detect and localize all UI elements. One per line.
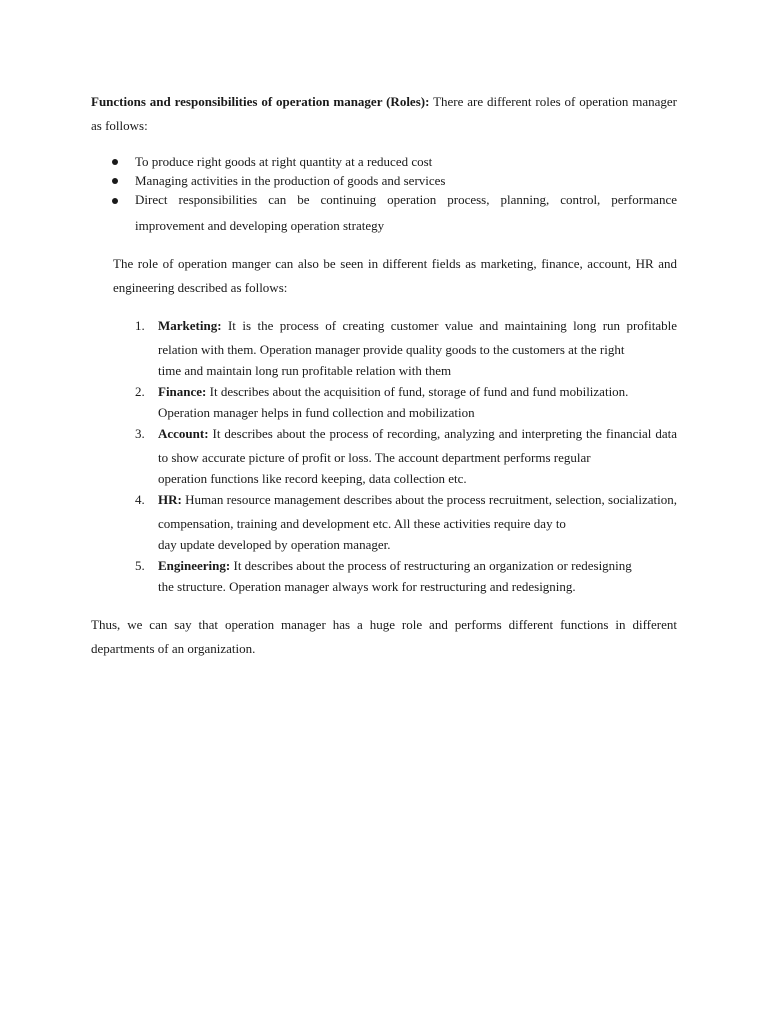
list-item: [112, 152, 677, 171]
intro-text: There are different roles of operation manager as follows:: [91, 94, 677, 133]
list-number: 3.: [135, 426, 145, 441]
role-text: It describes about the acquisition of fund, storage of fund and fund mobilization.: [206, 384, 629, 399]
list-item: [135, 380, 677, 422]
role-text-tail: day update developed by operation manager.: [158, 537, 391, 552]
bullet-icon: [112, 198, 118, 204]
conclusion-paragraph: Thus, we can say that operation manager has a huge role and performs different functions in different departments of an organization.: [91, 617, 677, 656]
intro-paragraph: [91, 90, 677, 138]
role-term: Account:: [158, 426, 209, 441]
list-number: 5.: [135, 558, 145, 573]
list-item: [135, 314, 677, 380]
bullet-icon: [112, 178, 118, 184]
role-text-tail: Operation manager helps in fund collection and mobilization: [158, 405, 475, 420]
list-item: [135, 422, 677, 488]
bullet-text: Direct responsibilities can be continuing operation process, planning, control, performance improvement and developing operation strategy: [135, 192, 677, 233]
bullet-text: To produce right goods at right quantity at a reduced cost: [135, 154, 433, 169]
role-text: It is the process of creating customer value and maintaining long run profitable relation with them. Operation manager provide quality goods to the customers at the right: [158, 318, 677, 357]
list-item: [112, 187, 677, 239]
role-text: It describes about the process of restructuring an organization or redesigning: [230, 558, 632, 573]
role-intro-paragraph: The role of operation manger can also be seen in different fields as marketing, finance, account, HR and engineering described as follows:: [113, 256, 677, 295]
list-number: 2.: [135, 384, 145, 399]
roles-list: [135, 314, 677, 596]
list-item: [135, 554, 677, 596]
role-text-tail: the structure. Operation manager always work for restructuring and redesigning.: [158, 579, 576, 594]
role-text-tail: operation functions like record keeping, data collection etc.: [158, 471, 467, 486]
bullet-text: Managing activities in the production of goods and services: [135, 173, 446, 188]
role-text: It describes about the process of recording, analyzing and interpreting the financial data to show accurate picture of profit or loss. The account department performs regular: [158, 426, 677, 465]
role-text-tail: time and maintain long run profitable relation with them: [158, 363, 452, 378]
list-number: 1.: [135, 318, 145, 333]
role-text: Human resource management describes about the process recruitment, selection, socialization, compensation, training and development etc. All these activities require day to: [158, 492, 677, 531]
role-term: Marketing:: [158, 318, 222, 333]
role-term: Engineering:: [158, 558, 231, 573]
role-term: HR:: [158, 492, 182, 507]
bullet-icon: [112, 159, 118, 165]
role-term: Finance:: [158, 384, 207, 399]
responsibilities-list: [112, 152, 677, 239]
intro-heading: Functions and responsibilities of operation manager (Roles):: [91, 94, 430, 109]
list-item: [135, 488, 677, 554]
list-number: 4.: [135, 492, 145, 507]
